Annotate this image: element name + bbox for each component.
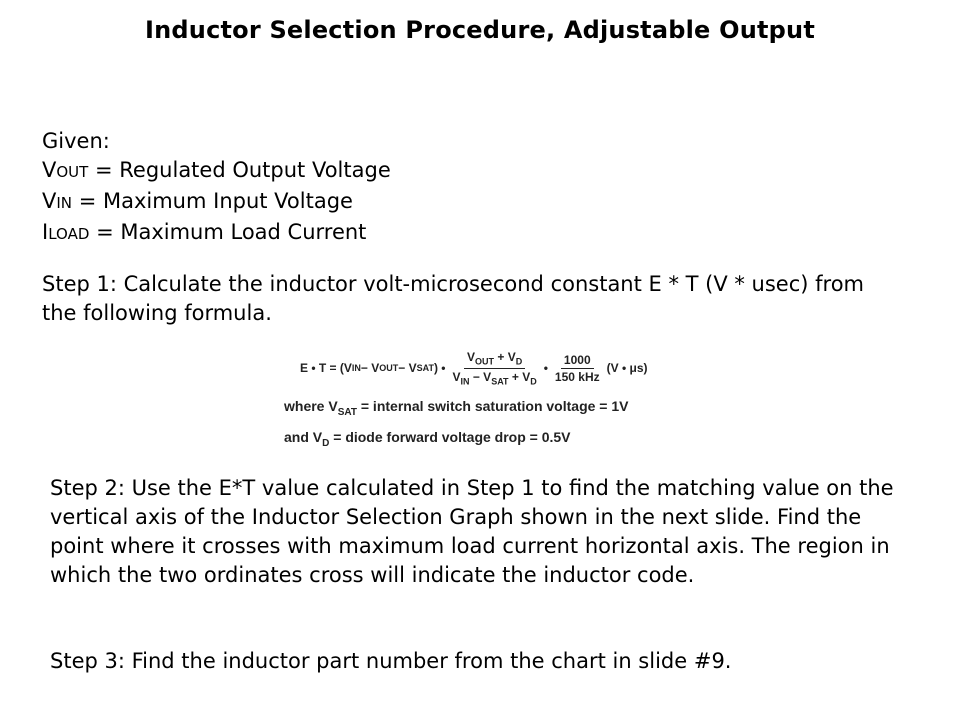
- eq-sub-sat: SAT: [416, 363, 434, 373]
- given-section: [42, 127, 391, 249]
- step-2-text: Step 2: Use the E*T value calculated in Step 1 to find the matching value on the vertical axis of the Inductor Selection Graph shown in the next slide. Find the point where it crosses with maximum load current horizontal axis. The region in which the two ordinates cross will indicate the inductor code.: [50, 476, 894, 587]
- fraction-numerator: $V_{OUT} + V_D$: [464, 350, 525, 368]
- symbol-subscript: IN: [56, 194, 73, 212]
- given-item-text: = Maximum Input Voltage: [72, 189, 353, 213]
- symbol-main: V: [42, 158, 57, 182]
- eq-sub-out: OUT: [379, 363, 399, 373]
- eq-sub-in: IN: [351, 363, 361, 373]
- eq-minus: − V: [398, 361, 417, 375]
- fraction-denominator: $V_{IN} - V_{SAT} + V_D$: [452, 369, 537, 386]
- symbol-main: V: [42, 189, 57, 213]
- eq-fraction-frequency: [552, 353, 603, 384]
- fraction-numerator: 1000: [561, 353, 594, 369]
- definition-vsat: where $V_{SAT}$ = internal switch saturation voltage = 1V: [284, 398, 629, 418]
- et-equation: [300, 348, 740, 388]
- given-item-iload: [42, 218, 391, 249]
- given-item-vin: [42, 187, 391, 218]
- given-item-text: = Maximum Load Current: [89, 220, 367, 244]
- step-3-text: Step 3: Find the inductor part number from the chart in slide #9.: [50, 649, 732, 673]
- eq-lhs: E • T = (V: [300, 361, 352, 375]
- step-1-text: Step 1: Calculate the inductor volt-microsecond constant E * T (V * usec) from the following formula.: [42, 272, 865, 325]
- symbol-main: I: [42, 220, 49, 244]
- given-item-text: = Regulated Output Voltage: [88, 158, 391, 182]
- eq-units: (V • μs): [606, 361, 648, 375]
- fraction-denominator: 150 kHz: [554, 369, 600, 384]
- symbol-subscript: OUT: [56, 163, 89, 181]
- given-item-vout: [42, 156, 391, 187]
- eq-close: ) •: [433, 361, 446, 375]
- symbol-subscript: LOAD: [48, 225, 90, 243]
- formula-definitions: [284, 394, 740, 456]
- eq-minus: − V: [360, 361, 380, 375]
- slide-title: Inductor Selection Procedure, Adjustable Output: [144, 16, 815, 44]
- given-heading: Given:: [42, 129, 110, 153]
- et-formula-image: [280, 348, 740, 456]
- eq-dot: •: [543, 361, 548, 375]
- eq-fraction-voltage: [449, 350, 539, 386]
- definition-vd: and $V_D$ = diode forward voltage drop = 0.5V: [284, 428, 571, 449]
